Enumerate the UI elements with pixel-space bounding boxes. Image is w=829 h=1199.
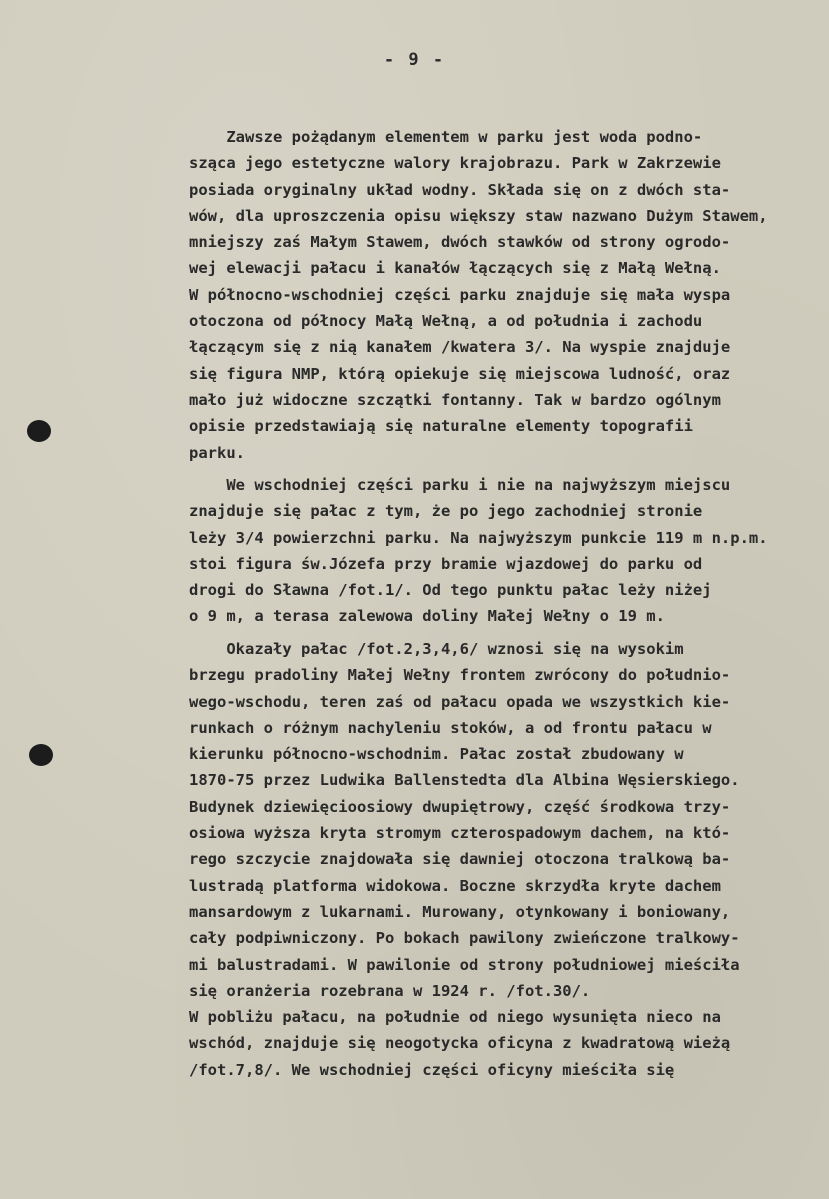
text-line: drogi do Sławna /fot.1/. Od tego punktu pałac leży niżej bbox=[189, 581, 712, 600]
text-line: Okazały pałac /fot.2,3,4,6/ wznosi się na wysokim bbox=[189, 640, 684, 658]
text-line: leży 3/4 powierzchni parku. Na najwyższym punkcie 119 m n.p.m. bbox=[189, 528, 768, 547]
text-line: brzegu pradoliny Małej Wełny frontem zwrócony do południo- bbox=[189, 666, 731, 685]
text-line: mało już widoczne szczątki fontanny. Tak w bardzo ogólnym bbox=[189, 390, 721, 409]
text-line: runkach o różnym nachyleniu stoków, a od frontu pałacu w bbox=[189, 718, 712, 737]
text-line: parku. bbox=[189, 443, 245, 462]
paragraph-palace-location bbox=[189, 472, 768, 630]
text-line: W północno-wschodniej części parku znajduje się mała wyspa bbox=[189, 285, 731, 304]
text-line: mniejszy zaś Małym Stawem, dwóch stawków od strony ogrodo- bbox=[189, 233, 731, 252]
text-line: posiada oryginalny układ wodny. Składa się on z dwóch sta- bbox=[189, 180, 731, 199]
text-line: otoczona od północy Małą Wełną, a od południa i zachodu bbox=[189, 312, 703, 331]
text-line: się figura NMP, którą opiekuje się miejscowa ludność, oraz bbox=[189, 364, 731, 383]
text-line: We wschodniej części parku i nie na najwyższym miejscu bbox=[189, 476, 731, 494]
text-line: mi balustradami. W pawilonie od strony południowej mieściła bbox=[189, 955, 740, 974]
text-line: wów, dla uproszczenia opisu większy staw nazwano Dużym Stawem, bbox=[189, 206, 768, 225]
text-line: kierunku północno-wschodnim. Pałac został zbudowany w bbox=[189, 745, 684, 764]
text-line: /fot.7,8/. We wschodniej części oficyny mieściła się bbox=[189, 1060, 675, 1079]
paragraph-palace-description bbox=[189, 636, 740, 1083]
punch-hole bbox=[27, 420, 51, 442]
text-line: łączącym się z nią kanałem /kwatera 3/. Na wyspie znajduje bbox=[189, 338, 731, 357]
text-line: znajduje się pałac z tym, że po jego zachodniej stronie bbox=[189, 502, 703, 521]
punch-hole bbox=[29, 744, 53, 766]
text-line: wej elewacji pałacu i kanałów łączących się z Małą Wełną. bbox=[189, 259, 721, 278]
text-line: mansardowym z lukarnami. Murowany, otynkowany i boniowany, bbox=[189, 902, 731, 921]
text-line: sząca jego estetyczne walory krajobrazu. Park w Zakrzewie bbox=[189, 154, 721, 173]
text-line: lustradą platforma widokowa. Boczne skrzydła kryte dachem bbox=[189, 876, 721, 895]
paragraph-water-system bbox=[189, 124, 768, 466]
text-line: W pobliżu pałacu, na południe od niego wysunięta nieco na bbox=[189, 1008, 721, 1027]
text-line: opisie przedstawiają się naturalne elementy topografii bbox=[189, 417, 693, 436]
text-line: rego szczycie znajdowała się dawniej otoczona tralkową ba- bbox=[189, 850, 731, 869]
text-line: 1870-75 przez Ludwika Ballenstedta dla Albina Węsierskiego. bbox=[189, 771, 740, 790]
text-line: wego-wschodu, teren zaś od pałacu opada we wszystkich kie- bbox=[189, 692, 731, 711]
text-line: cały podpiwniczony. Po bokach pawilony zwieńczone tralkowy- bbox=[189, 929, 740, 948]
text-line: Budynek dziewięcioosiowy dwupiętrowy, część środkowa trzy- bbox=[189, 797, 731, 816]
text-line: się oranżeria rozebrana w 1924 r. /fot.30/. bbox=[189, 981, 591, 1000]
text-line: o 9 m, a terasa zalewowa doliny Małej Wełny o 19 m. bbox=[189, 607, 665, 626]
text-line: Zawsze pożądanym elementem w parku jest woda podno- bbox=[189, 128, 703, 146]
text-line: wschód, znajduje się neogotycka oficyna z kwadratową wieżą bbox=[189, 1034, 731, 1053]
text-line: stoi figura św.Józefa przy bramie wjazdowej do parku od bbox=[189, 554, 703, 573]
page-number: - 9 - bbox=[383, 50, 446, 70]
text-line: osiowa wyższa kryta stromym czterospadowym dachem, na któ- bbox=[189, 824, 731, 843]
